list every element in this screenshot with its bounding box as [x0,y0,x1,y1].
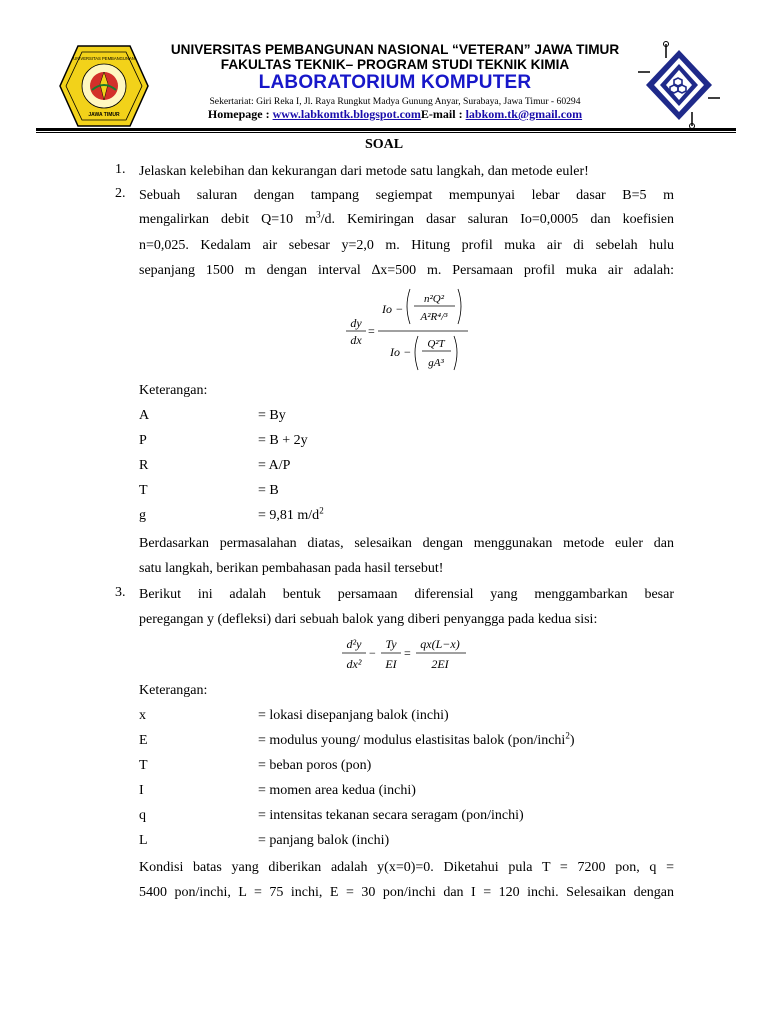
q2-equation [340,284,480,376]
q3-def-val: = momen area kedua (inchi) [258,783,416,798]
q3-def-val: = intensitas tekanan secara seragam (pon/inchi) [258,808,524,823]
q3-equation [336,632,486,678]
q3-line1: Berikut ini adalah bentuk persamaan diferensial yang menggambarkan besar [139,587,674,602]
q2-eq-bot-io: Io [390,345,400,359]
q3-closing2: 5400 pon/inchi, L = 75 inchi, E = 30 pon/inchi dan I = 120 inchi. Selesaikan dengan [139,885,674,900]
q2-number: 2. [115,186,126,201]
q3-keterangan: Keterangan: [139,683,208,698]
q3-def-e-val: = modulus young/ modulus elastisitas balok (pon/inchi [258,733,566,748]
q2-def-val: = B + 2y [258,433,308,448]
q2-eq-top-num: n²Q² [423,293,445,305]
q2-def-sym: R [139,458,149,473]
q2-line3: n=0,025. Kedalam air sebesar y=2,0 m. Hitung profil muka air di sebelah hulu [139,238,674,253]
q2-def-val: = By [258,408,286,423]
q3-def-val [258,730,575,749]
q3-def-sym: q [139,808,146,823]
q3-eq-t3-num: qx(L−x) [420,637,460,651]
q2-def-val [258,505,324,524]
q3-def-sym: E [139,733,148,748]
q2-eq-top-den: A²R⁴/³ [420,311,448,323]
q3-def-e-tail: ) [569,733,575,748]
q2-def-sym: T [139,483,148,498]
q2-line2a: mengalirkan debit Q=10 m [139,212,317,227]
q2-eq-top-io: Io [382,302,392,316]
homepage-label: Homepage : [207,107,273,121]
q3-eq-equals: = [404,646,411,660]
q2-line1: Sebuah saluran dengan tampang segiempat mempunyai lebar dasar B=5 m [139,188,674,203]
q2-def-g-val: = 9,81 m/d [258,508,320,523]
q3-eq-minus: − [369,646,376,660]
email-label: E-mail : [420,107,466,121]
homepage-link[interactable]: www.labkomtk.blogspot.com [272,107,421,121]
header-rule-thick [36,128,736,131]
q3-def-sym: x [139,708,146,723]
q2-keterangan: Keterangan: [139,383,208,398]
q3-eq-t1-num: d²y [346,637,362,651]
q2-def-sym: A [139,408,150,423]
q2-eq-top-minus: − [396,302,403,316]
q2-line2b: /d. Kemiringan dasar saluran Io=0,0005 dan koefisien [320,212,674,227]
q2-def-val: = B [258,483,279,498]
q2-def-val: = A/P [258,458,291,473]
q2-def-g-sup: 2 [319,505,324,516]
q3-eq-t2-num: Ty [385,637,397,651]
header-rule-thin [36,132,736,133]
q2-eq-bot-num: Q²T [427,338,445,350]
q3-def-sym: L [139,833,148,848]
q3-def-val: = beban poros (pon) [258,758,372,773]
q2-eq-equals: = [368,324,375,338]
q2-eq-bot-minus: − [404,345,411,359]
q3-eq-t1-den: dx² [346,657,362,671]
q2-line4: sepanjang 1500 m dengan interval ∆x=500 m. Persamaan profil muka air adalah: [139,263,674,278]
university-logo-icon [58,44,150,128]
svg-text:JAWA TIMUR: JAWA TIMUR [88,112,120,118]
svg-text:UNIVERSITAS PEMBANGUNAN: UNIVERSITAS PEMBANGUNAN [73,56,135,61]
q3-eq-t3-den: 2EI [431,657,449,671]
q2-closing1: Berdasarkan permasalahan diatas, selesaikan dengan menggunakan metode euler dan [139,536,674,551]
university-name: UNIVERSITAS PEMBANGUNAN NASIONAL “VETERAN” JAWA TIMUR [170,42,620,57]
q2-def-sym: g [139,508,146,523]
q3-line2: peregangan y (defleksi) dari sebuah balok yang diberi penyangga pada kedua sisi: [139,612,598,627]
email-link[interactable]: labkom.tk@gmail.com [465,107,583,121]
q2-closing2: satu langkah, berikan pembahasan pada hasil tersebut! [139,561,444,576]
faculty-name: FAKULTAS TEKNIK– PROGRAM STUDI TEKNIK KIMIA [220,57,570,72]
q2-eq-bot-den: gA³ [428,357,444,369]
q3-def-sym: T [139,758,148,773]
q1-number: 1. [115,162,126,177]
q1-text: Jelaskan kelebihan dan kekurangan dari metode satu langkah, dan metode euler! [139,164,589,179]
q3-eq-t2-den: EI [385,657,397,671]
q2-eq-lhs-num: dy [350,316,362,330]
address: Sekertariat: Giri Reka I, Jl. Raya Rungkut Madya Gunung Anyar, Surabaya, Jawa Timur - 60294 [209,96,581,107]
q2-eq-lhs-den: dx [350,333,362,347]
contact-line [150,107,640,122]
page-title: SOAL [364,137,404,152]
q3-def-val: = lokasi disepanjang balok (inchi) [258,708,449,723]
q3-def-sym: I [139,783,144,798]
q3-def-e-sup: 2 [565,730,570,741]
lab-logo-icon [636,40,722,130]
lab-name: LABORATORIUM KOMPUTER [258,72,532,93]
q2-line2-sup: 3 [316,209,321,220]
q3-def-val: = panjang balok (inchi) [258,833,390,848]
q3-closing1: Kondisi batas yang diberikan adalah y(x=0)=0. Diketahui pula T = 7200 pon, q = [139,860,674,875]
q3-number: 3. [115,585,126,600]
q2-line2 [139,210,674,230]
q2-def-sym: P [139,433,147,448]
